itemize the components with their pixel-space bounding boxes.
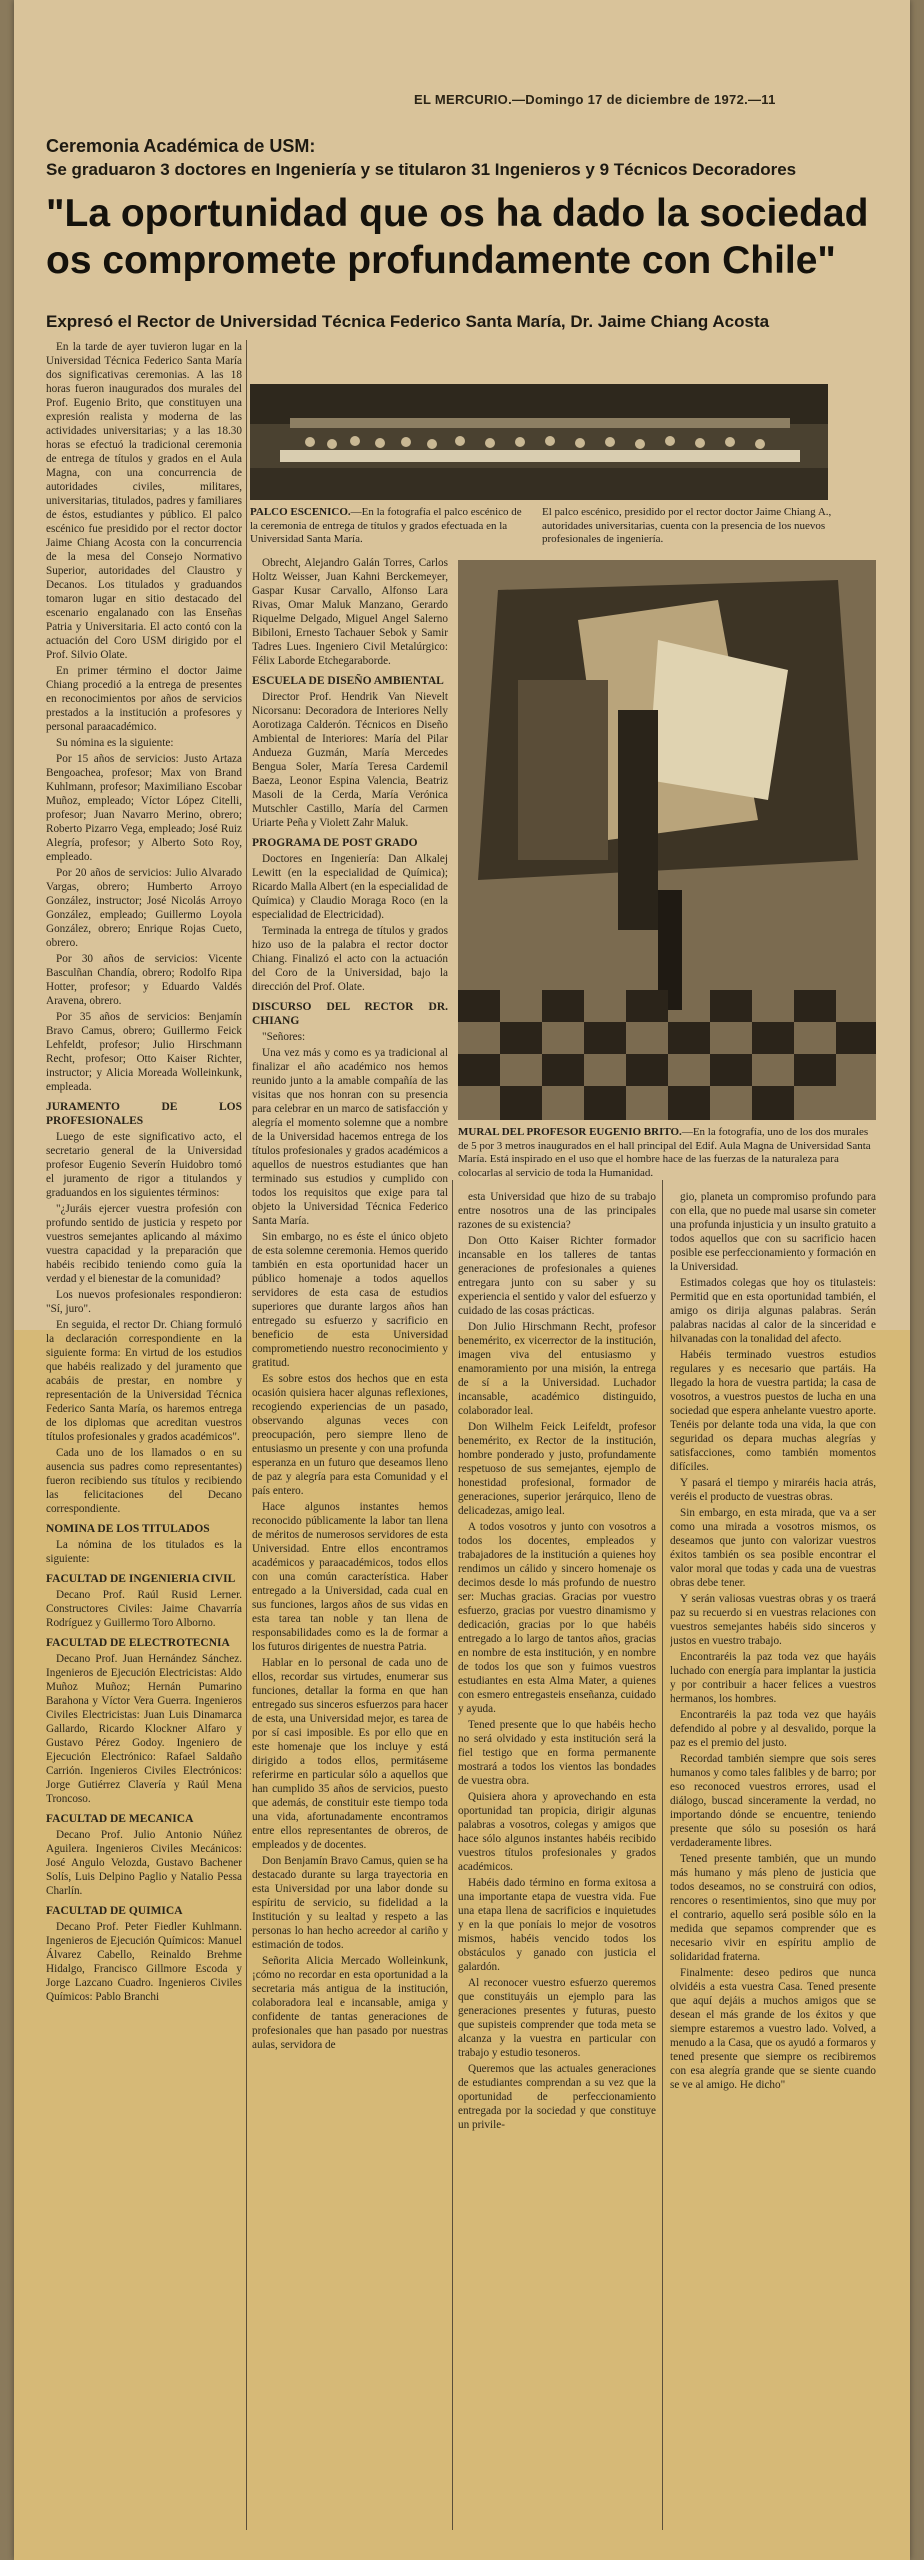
- column-divider: [452, 1180, 453, 2530]
- paragraph: Don Benjamín Bravo Camus, quien se ha destacado durante su larga trayectoria en esta Universidad por una labor donde su espíritu de servicio, su fidelidad a la Institución y su lealtad y respeto a las personas lo han hecho acreedor al cariño y estimación de todos.: [252, 1855, 448, 1951]
- mural-photo-caption: [458, 1126, 876, 1180]
- paragraph: Por 30 años de servicios: Vicente Basculñan Chandía, obrero; Rodolfo Ripa Hotter, profesor; y Eduardo Valdés Aravena, obrero.: [46, 953, 242, 1007]
- paragraph: Estimados colegas que hoy os titulasteis: Permitid que en esta oportunidad también, el amigo os dirija algunas palabras. Serán palabras nacidas al calor de la sinceridad e hilvanadas con la tonalidad del afecto.: [670, 1277, 876, 1345]
- section-heading: DISCURSO DEL RECTOR DR. CHIANG: [252, 1001, 448, 1027]
- paragraph: Su nómina es la siguiente:: [56, 737, 174, 749]
- article-column-4: [670, 1190, 876, 2530]
- article-column-1: [46, 340, 242, 2540]
- section-heading: JURAMENTO DE LOS PROFESIONALES: [46, 1101, 242, 1127]
- paragraph: Tened presente que lo que habéis hecho no será olvidado y esta institución será la fiel testigo que en forma permanente mostrará a todos los vientos las bondades de vuestra obra.: [458, 1719, 656, 1787]
- paragraph: Hace algunos instantes hemos reconocido públicamente la labor tan llena de méritos de numerosos servidores de esta Universidad. Entre ellos encontramos académicos y paraacadémicos, todos ellos con una común característica. Haber entregado a la Universidad, cada cual en sus funciones, largos años de sus vidas en esta tarea tan noble y tan llena de responsabilidades como es la de formar a los futuros dirigentes de nuestra Patria.: [252, 1501, 448, 1653]
- paragraph: Y pasará el tiempo y miraréis hacia atrás, veréis el producto de vuestras obras.: [670, 1477, 876, 1503]
- paragraph: Terminada la entrega de títulos y grados hizo uso de la palabra el rector doctor Chiang. Finalizó el acto con la actuación del Coro de la Universidad, bajo la dirección del Prof. Olate.: [252, 925, 448, 993]
- paragraph: Don Otto Kaiser Richter formador incansable en los talleres de tantas generaciones de profesionales a quienes entregara junto con su saber y su experiencia el sentido y valor del esfuerzo y cuidado de las cosas prácticas.: [458, 1235, 656, 1317]
- section-heading: PROGRAMA DE POST GRADO: [252, 837, 418, 849]
- stage-photo: [250, 384, 828, 500]
- paragraph: Al reconocer vuestro esfuerzo queremos que constituyáis un ejemplo para las generaciones presentes y futuras, puesto que supisteis comprender que toda meta se alcanza y la vuestra en particular con trabajo y estudio tesoneros.: [458, 1977, 656, 2059]
- paragraph: Por 15 años de servicios: Justo Artaza Bengoachea, profesor; Max von Brand Kuhlmann, profesor; Maximiliano Escobar Muñoz, empleado; Víctor López Citelli, profesor; Juan Navarro Merino, obrero; Roberto Pizarro Vega, empleado; José Ruiz Alegría, profesor; y Alberto Soto Roy, empleado.: [46, 753, 242, 863]
- paragraph: Decano Prof. Raúl Rusid Lerner. Constructores Civiles: Jaime Chavarría Rodríguez y Guillermo Toro Alborno.: [46, 1589, 242, 1629]
- paragraph: Tened presente también, que un mundo más humano y más pleno de justicia que todos deseamos, no se construirá con odios, rencores o resentimientos, sino que muy por el contrario, aquello será posible sólo en la medida que sepamos comprender que es necesario vivir en espíritu amplio de solidaridad fraterna.: [670, 1853, 876, 1963]
- mural-photo-caption-title: MURAL DEL PROFESOR EUGENIO BRITO.: [458, 1126, 682, 1138]
- paragraph: Doctores en Ingeniería: Dan Alkalej Lewitt (en la especialidad de Química); Ricardo Malla Albert (en la especialidad de Química) y Claudio Moraga Roco (en la especialidad de Electricidad).: [252, 853, 448, 921]
- paragraph: A todos vosotros y junto con vosotros a todos los docentes, empleados y trabajadores de la institución a quienes hoy rendimos un cálido y sincero homenaje os decimos desde lo más profundo de nuestro ser: Muchas gracias. Gracias por vuestro esfuerzo, gracias por vuestro dinamismo y dedicación, gracias por lo que habéis entregado a lo largo de tantos años, gracias en nombre de esta institución, y en nombre de todos los que son y fuimos vuestros estudiantes en esta Alma Mater, a quienes con esmero entregasteis enseñanza, cuidado y ayuda.: [458, 1521, 656, 1715]
- mural-photo-caption-text: —En la fotografía, uno de los dos murales de 5 por 3 metros inaugurados en el hall principal del Edif. Aula Magna de Universidad Santa María. Está inspirado en el uso que el hombre hace de las fuerzas de la naturaleza para colocarlas al servicio de toda la Humanidad.: [458, 1126, 871, 1179]
- paragraph: Sin embargo, en esta mirada, que va a ser como una mirada a vosotros mismos, os deseamos que junto con valorizar vuestros éxitos también os sea posible encontrar el valor moral que todas y cada una de vuestras obras debe tener.: [670, 1507, 876, 1589]
- mural-photo: [458, 560, 876, 1120]
- article-column-2: [252, 556, 448, 2536]
- stage-photo-caption-title: PALCO ESCENICO.: [250, 506, 351, 518]
- paragraph: Es sobre estos dos hechos que en esta ocasión quisiera hacer algunas reflexiones, recogiendo experiencias de un pasado, observando algunas veces con preocupación, pero siempre lleno de entusiasmo un presente y con una profunda esperanza en un futuro que deseamos lleno de paz y alegría para esta Comunidad y el país entero.: [252, 1373, 448, 1497]
- masthead: EL MERCURIO.—Domingo 17 de diciembre de 1972.—11: [414, 92, 776, 107]
- stage-photo-image: [250, 384, 828, 500]
- column-divider: [662, 1180, 663, 2530]
- section-heading: FACULTAD DE MECANICA: [46, 1813, 194, 1825]
- paragraph: Y serán valiosas vuestras obras y os traerá paz su recuerdo si en vuestras relaciones con vuestros semejantes habéis sido sinceros y justos en vuestro trabajo.: [670, 1593, 876, 1647]
- paragraph: esta Universidad que hizo de su trabajo entre nosotros una de las principales razones de su existencia?: [458, 1191, 656, 1231]
- paragraph: En primer término el doctor Jaime Chiang procedió a la entrega de presentes en reconocimientos por años de servicios prestados a la institución a profesores y personal paraacadémico.: [46, 665, 242, 733]
- section-heading: NOMINA DE LOS TITULADOS: [46, 1523, 210, 1535]
- paragraph: Recordad también siempre que sois seres humanos y como tales falibles y de barro; por eso reconoced vuestros errores, usad el diálogo, buscad sinceramente la verdad, no importando dónde se encuentre, teniendo presente que sólo su posesión os hará verdaderamente libres.: [670, 1753, 876, 1849]
- paragraph: "Señores:: [262, 1031, 306, 1043]
- mural-photo-image: [458, 560, 876, 1120]
- stage-photo-caption-text: —En la fotografía el palco escénico de la ceremonia de entrega de títulos y grados efectuada en la Universidad Santa María.: [250, 506, 522, 545]
- paragraph: En seguida, el rector Dr. Chiang formuló la declaración correspondiente en la siguiente forma: En virtud de los estudios que habéis realizado y del juramento que acabáis de prestar, en nombre y representación de la Universidad Técnica Federico Santa María, os haremos entrega de los diplomas que acreditan vuestros títulos profesionales y grados académicos".: [46, 1319, 242, 1443]
- paragraph: Una vez más y como es ya tradicional al finalizar el año académico nos hemos reunido junto a la amable compañía de las visitas que nos honran con su presencia para celebrar en un marco de satisfacción y alegría el momento solemne que a nombre de la Universidad hacemos entrega de los títulos profesionales y grados académicos a aquellos de nuestros estudiantes que han terminado sus estudios y cumplido con todos los requisitos que exige para tal objeto la Universidad Técnica Federico Santa María.: [252, 1047, 448, 1227]
- paragraph: Por 20 años de servicios: Julio Alvarado Vargas, obrero; Humberto Arroyo González, instructor; José Nicolás Arroyo González, empleado; Guillermo Loyola González, obrero; Enrique Rojas Cueto, obrero.: [46, 867, 242, 949]
- paragraph: gio, planeta un compromiso profundo para con ella, que no puede mal usarse sin cometer una profunda injusticia y un insulto gratuito a todos aquellos que con su sacrificio hacen posible ese perfeccionamiento y formación en la Universidad.: [670, 1191, 876, 1273]
- deck: Expresó el Rector de Universidad Técnica Federico Santa María, Dr. Jaime Chiang Acosta: [46, 312, 770, 331]
- paragraph: En la tarde de ayer tuvieron lugar en la Universidad Técnica Federico Santa María dos significativas ceremonias. A las 18 horas fueron inaugurados dos murales del Prof. Eugenio Brito, que constituyen una expresión realista y moderna de las actividades universitarias; y a las 18.30 horas se efectuó la tradicional ceremonia de entrega de títulos y grados en el Aula Magna, con una concurrencia de autoridades civiles, militares, universitarias, titulados, padres y familiares de éstos, estudiantes y público. El palco escénico fue presidido por el rector doctor Jaime Chiang Acosta con la concurrencia de la mesa del Consejo Normativo Superior, autoridades del Claustro y Decanos. Los titulados y graduandos tomaron lugar en sitio destacado del escenario engalanado con las Enseñas Patria y Universitaria. El acto contó con la actuación del Coro USM dirigido por el Prof. Silvio Olate.: [46, 341, 242, 661]
- paragraph: Encontraréis la paz toda vez que hayáis luchado con energía para implantar la justicia y por contribuir a hacer felices a vuestros hermanos, los hombres.: [670, 1651, 876, 1705]
- paragraph: Don Wilhelm Feick Leifeldt, profesor benemérito, ex Rector de la institución, hombre ponderado y justo, profundamente respetuoso de sus semejantes, ejemplo de honestidad profesional, formador de generaciones, superior jerárquico, lleno de delicadezas, amigo leal.: [458, 1421, 656, 1517]
- subhead: Se graduaron 3 doctores en Ingeniería y se titularon 31 Ingenieros y 9 Técnicos Decoradores: [46, 160, 797, 179]
- headline: [46, 190, 896, 284]
- paragraph: Los nuevos profesionales respondieron: "Sí, juro".: [46, 1289, 242, 1315]
- paragraph: Cada uno de los llamados o en su ausencia sus padres como representantes) fueron recibiendo sus títulos y recibiendo las felicitaciones del Decano correspondiente.: [46, 1447, 242, 1515]
- paragraph: Finalmente: deseo pediros que nunca olvidéis a esta vuestra Casa. Tened presente que aquí dejáis a muchos amigos que se desean el más grande de los éxitos y que siempre estaremos a vuestro lado. Volved, a menudo a la Casa, que os ayudó a formaros y tened presente que siempre os recibiremos con esa alegría grande que se siente cuando se ve al amigo. He dicho": [670, 1967, 876, 2091]
- paragraph: Decano Prof. Julio Antonio Núñez Aguilera. Ingenieros Civiles Mecánicos: José Angulo Velozda, Gustavo Bachener Solís, Luis Delpino Paglio y Natalio Pessa Charlín.: [46, 1829, 242, 1897]
- section-heading: FACULTAD DE QUIMICA: [46, 1905, 183, 1917]
- paragraph: Hablar en lo personal de cada uno de ellos, recordar sus virtudes, enumerar sus funciones, detallar la forma en que han entregado sus sinceros esfuerzos para hacer de esta, una Universidad mejor, es tarea de por sí casi imposible. Es por ello que en este homenaje que los incluye y está dirigido a todos ellos, permitáseme referirme en particular sólo a aquellos que han cumplido 35 años de servicios, puesto que además, de constituir este tiempo toda una vida, afortunadamente encontramos entre ellos representantes de obreros, de empleados y de docentes.: [252, 1657, 448, 1851]
- paragraph: Decano Prof. Juan Hernández Sánchez. Ingenieros de Ejecución Electricistas: Aldo Muñoz Muñoz; Hernán Pumarino Barahona y Víctor Vera Guerra. Ingenieros Civiles Electricistas: Juan Luis Dinamarca Gallardo, Ricardo Klockner Alfaro y Gustavo Pérez Godoy. Ingeniero de Ejecución Electrónico: Rafael Saldaño Carrión. Ingenieros Civiles Electrónicos: Jorge Gutiérrez Clavería y Raúl Mena Troncoso.: [46, 1653, 242, 1805]
- article-column-3: [458, 1190, 656, 2530]
- paragraph: La nómina de los titulados es la siguiente:: [46, 1539, 242, 1565]
- paragraph: Habéis terminado vuestros estudios regulares y es necesario que partáis. Ha llegado la hora de vuestra partida; la casa de vosotros, a vuestros puestos de lucha en una sociedad que espera anhelante vuestro aporte. Tenéis por delante toda una vida, la que con seguridad os depara muchas alegrías y satisfacciones, como también momentos difíciles.: [670, 1349, 876, 1473]
- paragraph: Encontraréis la paz toda vez que hayáis defendido al pobre y al desvalido, porque la paz es el premio del justo.: [670, 1709, 876, 1749]
- paragraph: "¿Juráis ejercer vuestra profesión con profundo sentido de justicia y respeto por vuestros semejantes aplicando al máximo vuestra capacidad y la preparación que habéis recibido teniendo como guía la verdad y el bienestar de la comunidad?: [46, 1203, 242, 1285]
- paragraph: Obrecht, Alejandro Galán Torres, Carlos Holtz Weisser, Juan Kahni Berckemeyer, Gaspar Kusar Carvallo, Alfonso Lara Rivas, Omar Maluk Manzano, Gerardo Riquelme Delgado, Miguel Angel Salerno Bibiloni, Ernesto Tachauer Sebok y Samir Tadres Lues. Ingeniero Civil Metalúrgico: Félix Laborde Etchegaraborde.: [252, 557, 448, 667]
- section-heading: ESCUELA DE DISEÑO AMBIENTAL: [252, 675, 444, 687]
- column-divider: [246, 340, 247, 2530]
- paragraph: Sin embargo, no es éste el único objeto de esta solemne ceremonia. Hemos querido también en esta oportunidad hacer un público homenaje a todos aquellos servidores de esta casa de estudios superiores que durante largos años han entregado su esfuerzo y sacrificio en beneficio de esta Universidad comprometiendo nuestro reconocimiento y gratitud.: [252, 1231, 448, 1369]
- paragraph: Decano Prof. Peter Fiedler Kuhlmann. Ingenieros de Ejecución Químicos: Manuel Álvarez Cabello, Reinaldo Brehme Hidalgo, Francisco Gillmore Escoda y Jorge Lazcano Cuadro. Ingenieros Civiles Químicos: Pablo Branchi: [46, 1921, 242, 2003]
- section-heading: FACULTAD DE INGENIERIA CIVIL: [46, 1573, 236, 1585]
- newspaper-clipping: [14, 0, 910, 2560]
- paragraph: Queremos que las actuales generaciones de estudiantes comprendan a su vez que la oportunidad de perfeccionamiento entregada por la sociedad y que constituye un privile-: [458, 2063, 656, 2131]
- paragraph: Habéis dado término en forma exitosa a una importante etapa de vuestra vida. Fue una etapa llena de sacrificios e inquietudes y en la que poníais lo mejor de vosotros mismos, habéis vencido todos los obstáculos y ganado con justicia el galardón.: [458, 1877, 656, 1973]
- paragraph: Don Julio Hirschmann Recht, profesor benemérito, ex vicerrector de la institución, imagen viva del entusiasmo y enamoramiento por una misión, la entrega de sí a la Universidad. Luchador incansable, académico distinguido, colaborador leal.: [458, 1321, 656, 1417]
- paragraph: Por 35 años de servicios: Benjamín Bravo Camus, obrero; Guillermo Feick Lehfeldt, profesor; Julio Hirschmann Recht, profesor; Otto Kaiser Richter, instructor; y Alicia Moreada Wolleinkunk, empleada.: [46, 1011, 242, 1093]
- paragraph: Quisiera ahora y aprovechando en esta oportunidad tan propicia, dirigir algunas palabras a vosotros, colegas y amigos que hace sólo algunos instantes habéis recibido vuestros títulos profesionales y grados académicos.: [458, 1791, 656, 1873]
- kicker: Ceremonia Académica de USM:: [46, 136, 316, 156]
- section-heading: FACULTAD DE ELECTROTECNIA: [46, 1637, 230, 1649]
- paragraph: Luego de este significativo acto, el secretario general de la Universidad profesor Eugenio Severín Huidobro tomó el juramento de rigor a titulandos y graduandos en los siguientes términos:: [46, 1131, 242, 1199]
- headline-line-1: "La oportunidad que os ha dado la sociedad: [46, 192, 869, 235]
- paragraph: Señorita Alicia Mercado Wolleinkunk, ¡cómo no recordar en esta oportunidad a la secretaria más antigua de la institución, colaboradora leal e incansable, amiga y confidente de tantas generaciones de profesionales que han pasado por nuestras aulas, servidora de: [252, 1955, 448, 2051]
- stage-photo-caption: [250, 506, 530, 547]
- stage-photo-caption-2: El palco escénico, presidido por el rector doctor Jaime Chiang A., autoridades universitarias, cuenta con la presencia de los nuevos profesionales de ingeniería.: [542, 506, 832, 545]
- paragraph: Director Prof. Hendrik Van Nievelt Nicorsanu: Decoradora de Interiores Nelly Aorotizaga Calderón. Técnicos en Diseño Ambiental de Interiores: María del Pilar Andueza Guzmán, María Mercedes Bengua Soler, María Teresa Cardemil Baeza, Leonor Espina Valencia, Beatriz Masoli de la Cerda, María Verónica Mutschler Castillo, María del Carmen Uriarte Peña y Violett Zahr Maluk.: [252, 691, 448, 829]
- headline-line-2: os compromete profundamente con Chile": [46, 239, 836, 282]
